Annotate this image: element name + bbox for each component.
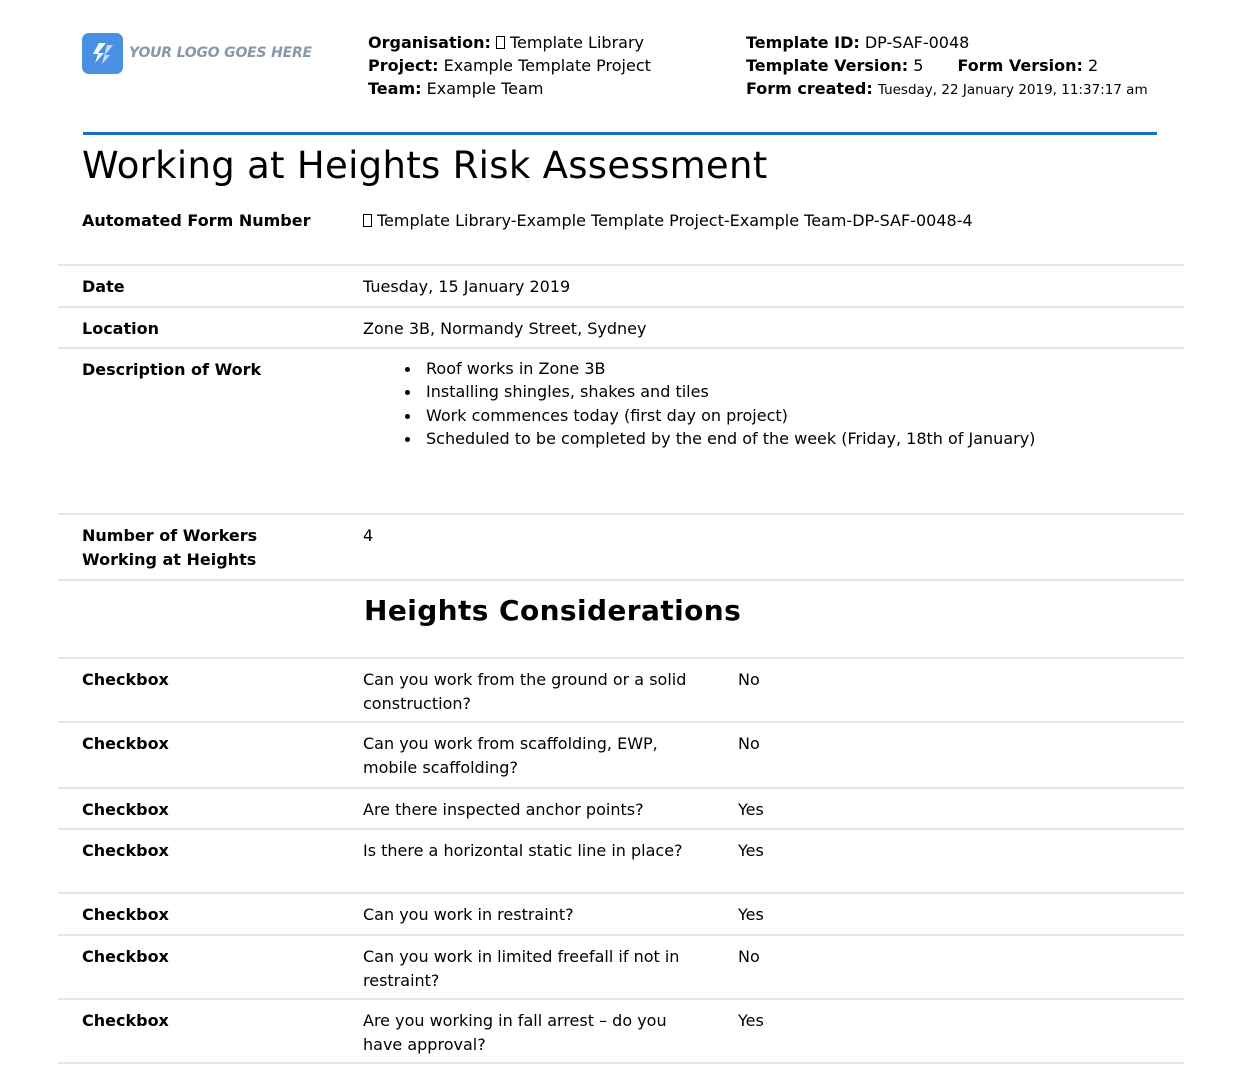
table-row [58, 936, 1184, 1000]
organisation-value: Template Library [509, 33, 644, 52]
workers-value: 4 [363, 526, 374, 545]
row-answer: Yes [738, 1011, 764, 1030]
description-row [58, 349, 1184, 515]
section-title: Heights Considerations [364, 594, 742, 627]
row-answer: No [738, 947, 760, 966]
list-item: Roof works in Zone 3B [405, 357, 1035, 380]
row-answer: Yes [738, 800, 764, 819]
form-version-label: Form Version: [957, 56, 1083, 75]
location-value: Zone 3B, Normandy Street, Sydney [363, 319, 647, 338]
form-created-value: Tuesday, 22 January 2019, 11:37:17 am [877, 82, 1148, 98]
row-answer: No [738, 670, 760, 689]
table-row [58, 659, 1184, 723]
template-id-line [746, 31, 1166, 54]
table-row [58, 723, 1184, 789]
workers-label: Number of Workers Working at Heights [82, 526, 258, 569]
location-row [58, 308, 1184, 349]
date-label: Date [82, 277, 125, 296]
row-type: Checkbox [82, 1011, 169, 1030]
location-label: Location [82, 319, 159, 338]
description-list [405, 357, 1035, 451]
row-type: Checkbox [82, 841, 169, 860]
table-row [58, 830, 1184, 894]
template-id-value: DP-SAF-0048 [864, 33, 970, 52]
table-row [58, 789, 1184, 830]
list-item: Scheduled to be completed by the end of the week (Friday, 18th of January) [405, 427, 1035, 450]
form-created-line [746, 77, 1166, 102]
missing-glyph-icon [496, 36, 505, 49]
row-type: Checkbox [82, 947, 169, 966]
form-number-value: Template Library-Example Template Project-Example Team-DP-SAF-0048-4 [377, 211, 973, 230]
header-template-block [746, 31, 1166, 102]
form-version-value: 2 [1087, 56, 1099, 75]
form-number-value-wrap [363, 209, 973, 233]
form-number-label: Automated Form Number [82, 211, 311, 230]
form-number-row [58, 200, 1184, 266]
row-answer: Yes [738, 841, 764, 860]
project-value: Example Template Project [443, 56, 651, 75]
project-line [368, 54, 651, 77]
missing-glyph-icon [363, 214, 372, 227]
team-label: Team: [368, 79, 422, 98]
company-logo [82, 32, 312, 74]
row-question: Can you work in limited freefall if not in restraint? [363, 947, 680, 990]
logo-icon [82, 33, 123, 74]
table-row [58, 1000, 1184, 1064]
row-type: Checkbox [82, 670, 169, 689]
date-row [58, 266, 1184, 308]
list-item: Installing shingles, shakes and tiles [405, 380, 1035, 403]
row-answer: No [738, 734, 760, 753]
row-type: Checkbox [82, 734, 169, 753]
version-line [746, 54, 1166, 77]
template-version-label: Template Version: [746, 56, 909, 75]
team-line [368, 77, 651, 100]
row-question: Is there a horizontal static line in place? [363, 841, 683, 860]
organisation-label: Organisation: [368, 33, 491, 52]
row-type: Checkbox [82, 800, 169, 819]
row-question: Are you working in fall arrest – do you have approval? [363, 1011, 667, 1054]
section-header-row [58, 581, 1184, 659]
description-label: Description of Work [82, 360, 262, 379]
header-org-block [368, 31, 651, 100]
header-divider [83, 132, 1157, 135]
team-value: Example Team [426, 79, 544, 98]
page-title: Working at Heights Risk Assessment [82, 144, 768, 187]
workers-row [58, 515, 1184, 581]
logo-text: YOUR LOGO GOES HERE [129, 45, 312, 61]
form-body [58, 200, 1184, 1064]
row-question: Can you work from scaffolding, EWP, mobile scaffolding? [363, 734, 658, 777]
list-item: Work commences today (first day on project) [405, 404, 1035, 427]
row-type: Checkbox [82, 905, 169, 924]
form-created-label: Form created: [746, 79, 873, 98]
project-label: Project: [368, 56, 439, 75]
row-answer: Yes [738, 905, 764, 924]
row-question: Can you work in restraint? [363, 905, 574, 924]
date-value: Tuesday, 15 January 2019 [363, 277, 571, 296]
organisation-line [368, 31, 651, 54]
row-question: Can you work from the ground or a solid construction? [363, 670, 687, 713]
table-row [58, 894, 1184, 936]
template-id-label: Template ID: [746, 33, 860, 52]
row-question: Are there inspected anchor points? [363, 800, 644, 819]
template-version-value: 5 [913, 56, 924, 75]
